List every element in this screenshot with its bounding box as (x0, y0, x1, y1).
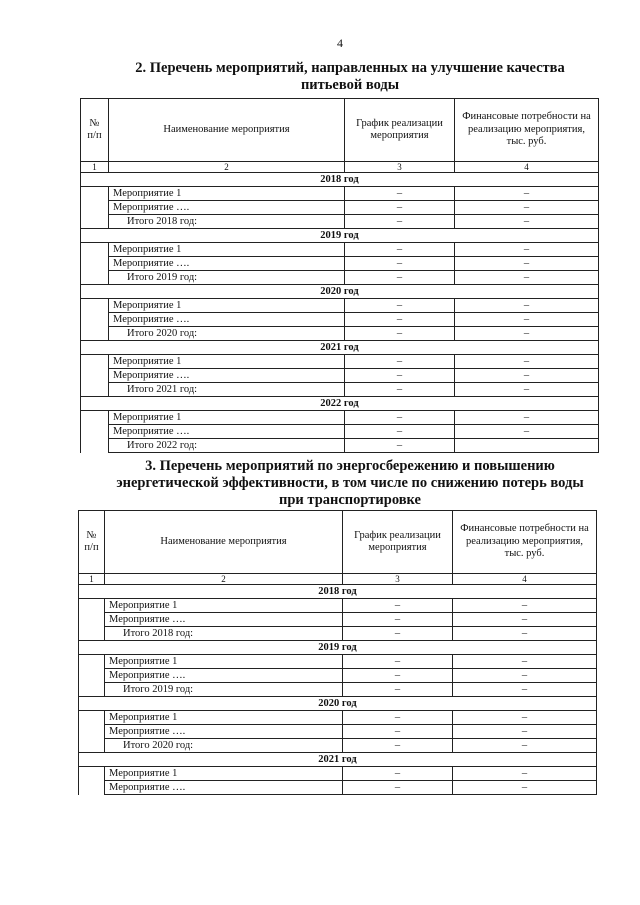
total-label: Итого 2020 год: (109, 327, 345, 341)
measure-name: Мероприятие 1 (105, 711, 343, 725)
year-row (79, 753, 597, 767)
year-label: 2020 год (81, 285, 599, 299)
column-number-row (81, 162, 599, 173)
row-num-cell (81, 257, 109, 271)
row-num-cell (81, 299, 109, 313)
finance-cell: – (455, 271, 599, 285)
measure-name: Мероприятие 1 (105, 767, 343, 781)
schedule-cell: – (345, 313, 455, 327)
row-num-cell (81, 201, 109, 215)
table-row (79, 613, 597, 627)
table-row (79, 655, 597, 669)
section-3-table (78, 510, 597, 795)
section-3-title-line: 3. Перечень мероприятий по энергосбережению и повышению (145, 458, 555, 474)
schedule-cell: – (343, 781, 453, 795)
schedule-cell: – (345, 243, 455, 257)
measure-name: Мероприятие 1 (109, 411, 345, 425)
table-row (81, 369, 599, 383)
row-num-cell (79, 767, 105, 781)
table-row (79, 669, 597, 683)
measure-name: Мероприятие 1 (105, 655, 343, 669)
year-label: 2021 год (79, 753, 597, 767)
row-num-cell (79, 683, 105, 697)
table-row (81, 411, 599, 425)
row-num-cell (79, 627, 105, 641)
table-row (79, 767, 597, 781)
measure-name: Мероприятие 1 (109, 187, 345, 201)
table-row (81, 201, 599, 215)
row-num-cell (81, 411, 109, 425)
row-num-cell (81, 369, 109, 383)
row-num-cell (81, 425, 109, 439)
schedule-cell: – (345, 257, 455, 271)
row-num-cell (79, 781, 105, 795)
year-row (81, 341, 599, 355)
measure-name: Мероприятие …. (109, 257, 345, 271)
schedule-cell: – (345, 187, 455, 201)
table-row (81, 215, 599, 229)
year-label: 2021 год (81, 341, 599, 355)
row-num-cell (81, 313, 109, 327)
column-number: 2 (109, 162, 345, 173)
schedule-cell: – (345, 439, 455, 453)
table-row (81, 313, 599, 327)
table-row (81, 383, 599, 397)
section-2-table (80, 98, 599, 453)
finance-cell: – (453, 655, 597, 669)
schedule-cell: – (345, 327, 455, 341)
schedule-cell: – (345, 355, 455, 369)
row-num-cell (81, 355, 109, 369)
finance-cell: – (455, 257, 599, 271)
year-label: 2019 год (81, 229, 599, 243)
measure-name: Мероприятие …. (105, 725, 343, 739)
total-label: Итого 2022 год: (109, 439, 345, 453)
measure-name: Мероприятие 1 (109, 243, 345, 257)
section-2-title-line: 2. Перечень мероприятий, направленных на улучшение качества (135, 60, 565, 76)
total-label: Итого 2019 год: (109, 271, 345, 285)
finance-cell: – (455, 187, 599, 201)
table-row (79, 781, 597, 795)
column-number: 4 (453, 574, 597, 585)
year-label: 2020 год (79, 697, 597, 711)
finance-cell: – (455, 355, 599, 369)
header-name: Наименование мероприятия (109, 99, 345, 162)
table-row (79, 683, 597, 697)
column-number: 4 (455, 162, 599, 173)
schedule-cell: – (343, 599, 453, 613)
finance-cell: – (455, 243, 599, 257)
finance-cell: – (453, 599, 597, 613)
section-2-title (100, 60, 600, 94)
row-num-cell (79, 725, 105, 739)
section-2-title-line: питьевой воды (300, 77, 400, 93)
table-row (81, 355, 599, 369)
year-row (79, 641, 597, 655)
schedule-cell: – (343, 655, 453, 669)
section-3-title (100, 458, 600, 509)
measure-name: Мероприятие 1 (105, 599, 343, 613)
table-row (79, 627, 597, 641)
row-num-cell (81, 215, 109, 229)
measure-name: Мероприятие 1 (109, 355, 345, 369)
column-number: 1 (81, 162, 109, 173)
table-row (79, 599, 597, 613)
schedule-cell: – (343, 669, 453, 683)
row-num-cell (81, 383, 109, 397)
finance-cell: – (453, 683, 597, 697)
column-number: 3 (345, 162, 455, 173)
finance-cell: – (455, 383, 599, 397)
schedule-cell: – (343, 767, 453, 781)
finance-cell: – (455, 201, 599, 215)
finance-cell: – (455, 299, 599, 313)
total-label: Итого 2021 год: (109, 383, 345, 397)
row-num-cell (81, 439, 109, 453)
year-row (79, 585, 597, 599)
table-row (81, 243, 599, 257)
finance-cell: – (453, 725, 597, 739)
schedule-cell: – (343, 725, 453, 739)
measure-name: Мероприятие …. (109, 201, 345, 215)
table-row (81, 271, 599, 285)
finance-cell: – (455, 411, 599, 425)
header-name: Наименование мероприятия (105, 511, 343, 574)
schedule-cell: – (345, 425, 455, 439)
finance-cell: – (453, 767, 597, 781)
header-schedule: График реализации мероприятия (345, 99, 455, 162)
schedule-cell: – (345, 299, 455, 313)
page-number: 4 (337, 36, 343, 50)
total-label: Итого 2018 год: (109, 215, 345, 229)
finance-cell: – (453, 627, 597, 641)
table-row (79, 739, 597, 753)
table-row (81, 425, 599, 439)
row-num-cell (79, 613, 105, 627)
row-num-cell (79, 669, 105, 683)
table-row (81, 299, 599, 313)
header-schedule: График реализации мероприятия (343, 511, 453, 574)
row-num-cell (81, 327, 109, 341)
schedule-cell: – (343, 627, 453, 641)
column-number: 3 (343, 574, 453, 585)
finance-cell: – (455, 215, 599, 229)
finance-cell: – (455, 327, 599, 341)
measure-name: Мероприятие …. (105, 781, 343, 795)
schedule-cell: – (345, 201, 455, 215)
table-row (79, 725, 597, 739)
measure-name: Мероприятие …. (109, 425, 345, 439)
year-row (81, 229, 599, 243)
total-label: Итого 2018 год: (105, 627, 343, 641)
schedule-cell: – (343, 683, 453, 697)
column-number: 1 (79, 574, 105, 585)
table-row (81, 327, 599, 341)
column-number-row (79, 574, 597, 585)
column-number: 2 (105, 574, 343, 585)
header-finance: Финансовые потребности на реализацию мероприятия, тыс. руб. (455, 99, 599, 162)
table-row (79, 711, 597, 725)
finance-cell: – (455, 313, 599, 327)
schedule-cell: – (343, 613, 453, 627)
row-num-cell (81, 271, 109, 285)
schedule-cell: – (345, 369, 455, 383)
table-row (81, 439, 599, 453)
row-num-cell (81, 243, 109, 257)
finance-cell: – (453, 781, 597, 795)
schedule-cell: – (345, 383, 455, 397)
measure-name: Мероприятие 1 (109, 299, 345, 313)
measure-name: Мероприятие …. (105, 669, 343, 683)
measure-name: Мероприятие …. (105, 613, 343, 627)
year-label: 2019 год (79, 641, 597, 655)
finance-cell: – (453, 711, 597, 725)
finance-cell: – (455, 369, 599, 383)
year-row (81, 285, 599, 299)
schedule-cell: – (345, 271, 455, 285)
year-row (81, 173, 599, 187)
row-num-cell (79, 655, 105, 669)
row-num-cell (81, 187, 109, 201)
header-num: № п/п (79, 511, 105, 574)
row-num-cell (79, 711, 105, 725)
year-label: 2018 год (81, 173, 599, 187)
finance-cell: – (453, 739, 597, 753)
finance-cell: – (453, 613, 597, 627)
header-finance: Финансовые потребности на реализацию мероприятия, тыс. руб. (453, 511, 597, 574)
schedule-cell: – (343, 711, 453, 725)
header-num: № п/п (81, 99, 109, 162)
table-header-row (81, 99, 599, 162)
table-row (81, 257, 599, 271)
year-row (79, 697, 597, 711)
total-label: Итого 2019 год: (105, 683, 343, 697)
year-row (81, 397, 599, 411)
schedule-cell: – (343, 739, 453, 753)
table-row (81, 187, 599, 201)
schedule-cell: – (345, 215, 455, 229)
schedule-cell: – (345, 411, 455, 425)
finance-cell (455, 439, 599, 453)
finance-cell: – (453, 669, 597, 683)
measure-name: Мероприятие …. (109, 313, 345, 327)
section-3-title-line: при транспортировке (279, 492, 421, 508)
year-label: 2022 год (81, 397, 599, 411)
row-num-cell (79, 599, 105, 613)
year-label: 2018 год (79, 585, 597, 599)
measure-name: Мероприятие …. (109, 369, 345, 383)
section-3-title-line: энергетической эффективности, в том числе по снижению потерь воды (116, 475, 584, 491)
table-header-row (79, 511, 597, 574)
row-num-cell (79, 739, 105, 753)
total-label: Итого 2020 год: (105, 739, 343, 753)
finance-cell: – (455, 425, 599, 439)
